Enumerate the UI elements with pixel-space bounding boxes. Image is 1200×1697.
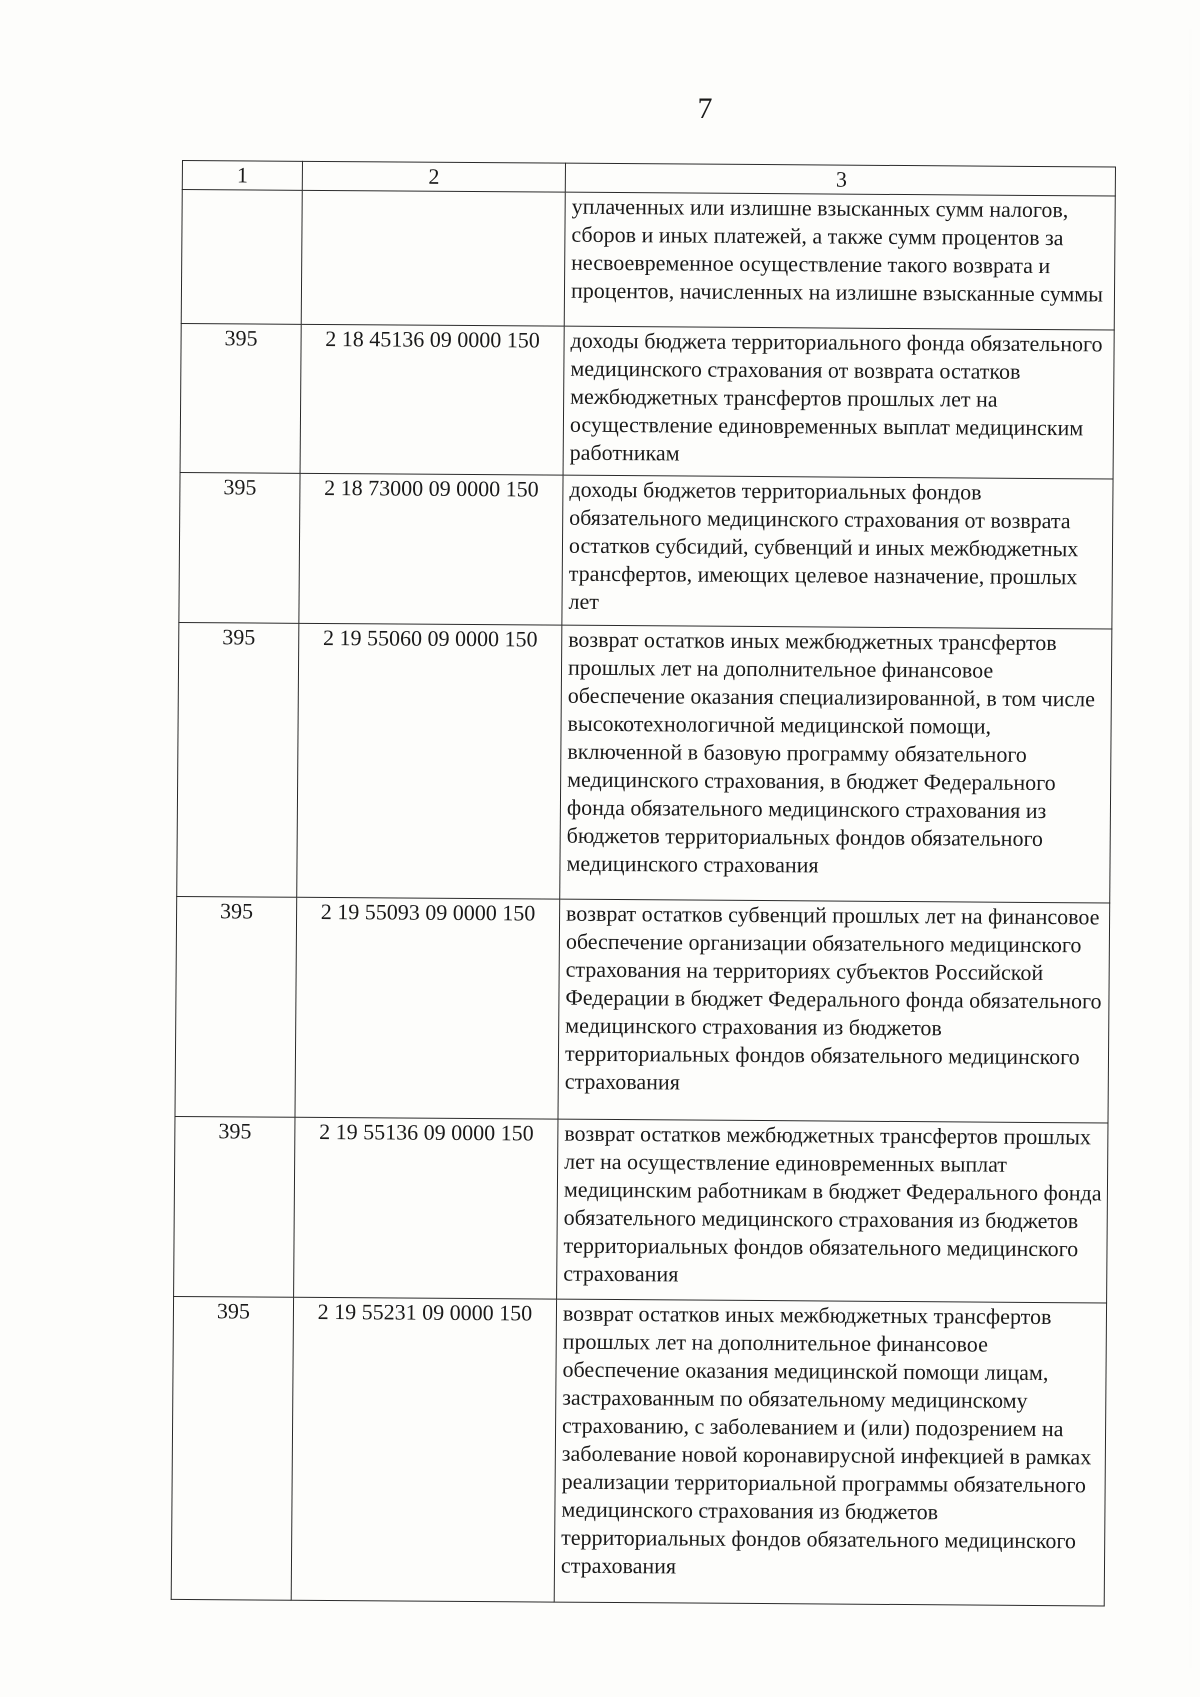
description-cell: доходы бюджета территориального фонда обязательного медицинского страхования от возврата остатков межбюджетных трансфертов прошлых лет на осуществление единовременных выплат медицинским работникам [563,326,1114,479]
description-cell: доходы бюджетов территориальных фондов обязательного медицинского страхования от возврата остатков субсидий, субвенций и иных межбюджетных трансфертов, имеющих целевое назначение, прошлых лет [562,475,1113,628]
admin-code-cell: 395 [171,1296,293,1600]
description-cell: возврат остатков иных межбюджетных трансфертов прошлых лет на дополнительное финансовое обеспечение оказания специализированной, в том числе высокотехнологичной медицинской помощи, включенной в базовую программу обязательного медицинского страхования, в бюджет Федерального фонда обязательного медицинского страхования из бюджетов территориальных фондов обязательного медицинского страхования [560,625,1112,903]
budget-code-cell: 2 19 55136 09 0000 150 [294,1118,558,1299]
admin-code-cell: 395 [177,622,299,897]
admin-code-cell: 395 [180,323,301,473]
scan-edge-shadow [1189,0,1192,1697]
table-row [177,622,1112,902]
table-row [179,473,1113,629]
budget-code-cell: 2 18 45136 09 0000 150 [300,324,564,475]
table-row [175,896,1110,1123]
budget-code-cell: 2 18 73000 09 0000 150 [299,474,563,625]
admin-code-cell: 395 [179,473,300,623]
header-col-1: 1 [182,161,302,191]
admin-code-cell [181,190,302,325]
budget-code-cell: 2 19 55231 09 0000 150 [291,1297,556,1602]
budget-code-cell [301,190,565,326]
header-col-3: 3 [565,163,1115,196]
description-cell: возврат остатков субвенций прошлых лет на финансовое обеспечение организации обязательного медицинского страхования на территориях субъектов Российской Федерации в бюджет Федерального фонда обязательного медицинского страхования из бюджетов территориальных фондов обязательного медицинского страхования [558,899,1110,1123]
description-cell: уплаченных или излишне взысканных сумм налогов, сборов и иных платежей, а также сумм процентов за несвоевременное осуществление такого возврата и процентов, начисленных на излишне взысканные суммы [564,192,1115,330]
admin-code-cell: 395 [174,1117,295,1297]
document-table-wrapper [171,160,1116,1606]
description-cell: возврат остатков иных межбюджетных трансфертов прошлых лет на дополнительное финансовое обеспечение оказания медицинской помощи лицам, застрахованным по обязательному медицинскому страхованию, с заболеванием и (или) подозрением на заболевание новой коронавирусной инфекцией в рамках реализации территориальной программы обязательного медицинского страхования из бюджетов территориальных фондов обязательного медицинского страхования [554,1299,1106,1606]
budget-code-cell: 2 19 55093 09 0000 150 [295,897,560,1119]
header-col-2: 2 [302,161,565,192]
table-row [181,190,1115,330]
admin-code-cell: 395 [175,896,297,1117]
table-row [174,1117,1108,1303]
table-row [180,323,1114,479]
page-number: 7 [697,92,713,125]
table-row [171,1296,1106,1606]
revenue-codes-table [171,160,1116,1606]
description-cell: возврат остатков межбюджетных трансфертов прошлых лет на осуществление единовременных выплат медицинским работникам в бюджет Федерального фонда обязательного медицинского страхования из бюджетов территориальных фондов обязательного медицинского страхования [557,1119,1108,1302]
budget-code-cell: 2 19 55060 09 0000 150 [297,623,562,899]
